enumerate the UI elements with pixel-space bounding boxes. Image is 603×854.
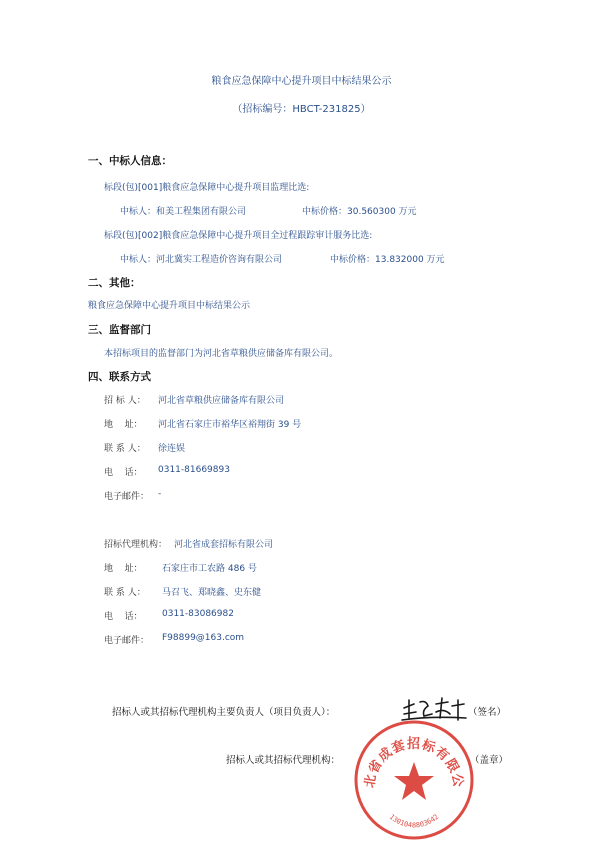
lot2-winner: 中标人：河北冀实工程造价咨询有限公司 — [120, 255, 283, 265]
person-label: 联 系 人： — [104, 444, 146, 454]
lot2-price: 中标价格：13.832000 万元 — [330, 255, 445, 265]
phone-label: 电 话： — [104, 468, 143, 478]
seal-number: 1301048803642 — [387, 812, 441, 830]
agency-phone-value: 0311-83086982 — [162, 609, 234, 619]
agency-address-label: 地 址： — [104, 564, 143, 574]
person-value: 徐连娱 — [158, 444, 186, 454]
agency-person-value: 马召飞、郑晓鑫、史东健 — [162, 588, 262, 598]
lot1-title: 标段(包)[001]粮食应急保障中心提升项目监理比选: — [104, 183, 310, 193]
seal-text: 北省成套招标有限公 — [362, 737, 466, 789]
phone-value: 0311-81669893 — [158, 465, 230, 475]
bid-number: （招标编号：HBCT-231825） — [232, 104, 371, 115]
agency-person-label: 联 系 人： — [104, 588, 146, 598]
lot1-price: 中标价格：30.560300 万元 — [302, 207, 417, 217]
lot1-winner: 中标人：和美工程集团有限公司 — [120, 207, 247, 217]
agency-email-label: 电子邮件： — [104, 636, 150, 646]
agency-value: 河北省成套招标有限公司 — [174, 540, 274, 550]
other-text: 粮食应急保障中心提升项目中标结果公示 — [88, 301, 251, 311]
tenderer-value: 河北省草粮供应储备库有限公司 — [158, 396, 285, 406]
section-heading-winner: 一、中标人信息： — [88, 155, 172, 167]
email-value: - — [158, 489, 162, 499]
agency-label: 招标代理机构： — [104, 540, 168, 550]
org-label: 招标人或其招标代理机构： — [226, 755, 341, 766]
supervision-text: 本招标项目的监督部门为河北省草粮供应储备库有限公司。 — [104, 349, 339, 359]
address-value: 河北省石家庄市裕华区裕翔街 39 号 — [158, 420, 302, 430]
agency-email-value: F98899@163.com — [162, 633, 245, 643]
section-heading-contact: 四、联系方式 — [88, 371, 151, 383]
tenderer-label: 招 标 人： — [104, 396, 146, 406]
section-heading-supervision: 三、监督部门 — [88, 324, 151, 336]
seal-note: （盖章） — [470, 755, 509, 766]
sign-note: （签名） — [468, 707, 507, 718]
official-seal — [352, 718, 476, 845]
email-label: 电子邮件： — [104, 492, 150, 502]
lot2-title: 标段(包)[002]粮食应急保障中心提升项目全过程跟踪审计服务比选: — [104, 231, 373, 241]
responsible-label: 招标人或其招标代理机构主要负责人（项目负责人）： — [112, 707, 336, 718]
svg-text:1301048803642 — [388, 813, 440, 830]
page-title: 粮食应急保障中心提升项目中标结果公示 — [211, 76, 392, 87]
agency-phone-label: 电 话： — [104, 612, 143, 622]
address-label: 地 址： — [104, 420, 143, 430]
section-heading-other: 二、其他： — [88, 277, 141, 289]
agency-address-value: 石家庄市工农路 486 号 — [162, 564, 257, 574]
seal-star — [394, 762, 434, 800]
